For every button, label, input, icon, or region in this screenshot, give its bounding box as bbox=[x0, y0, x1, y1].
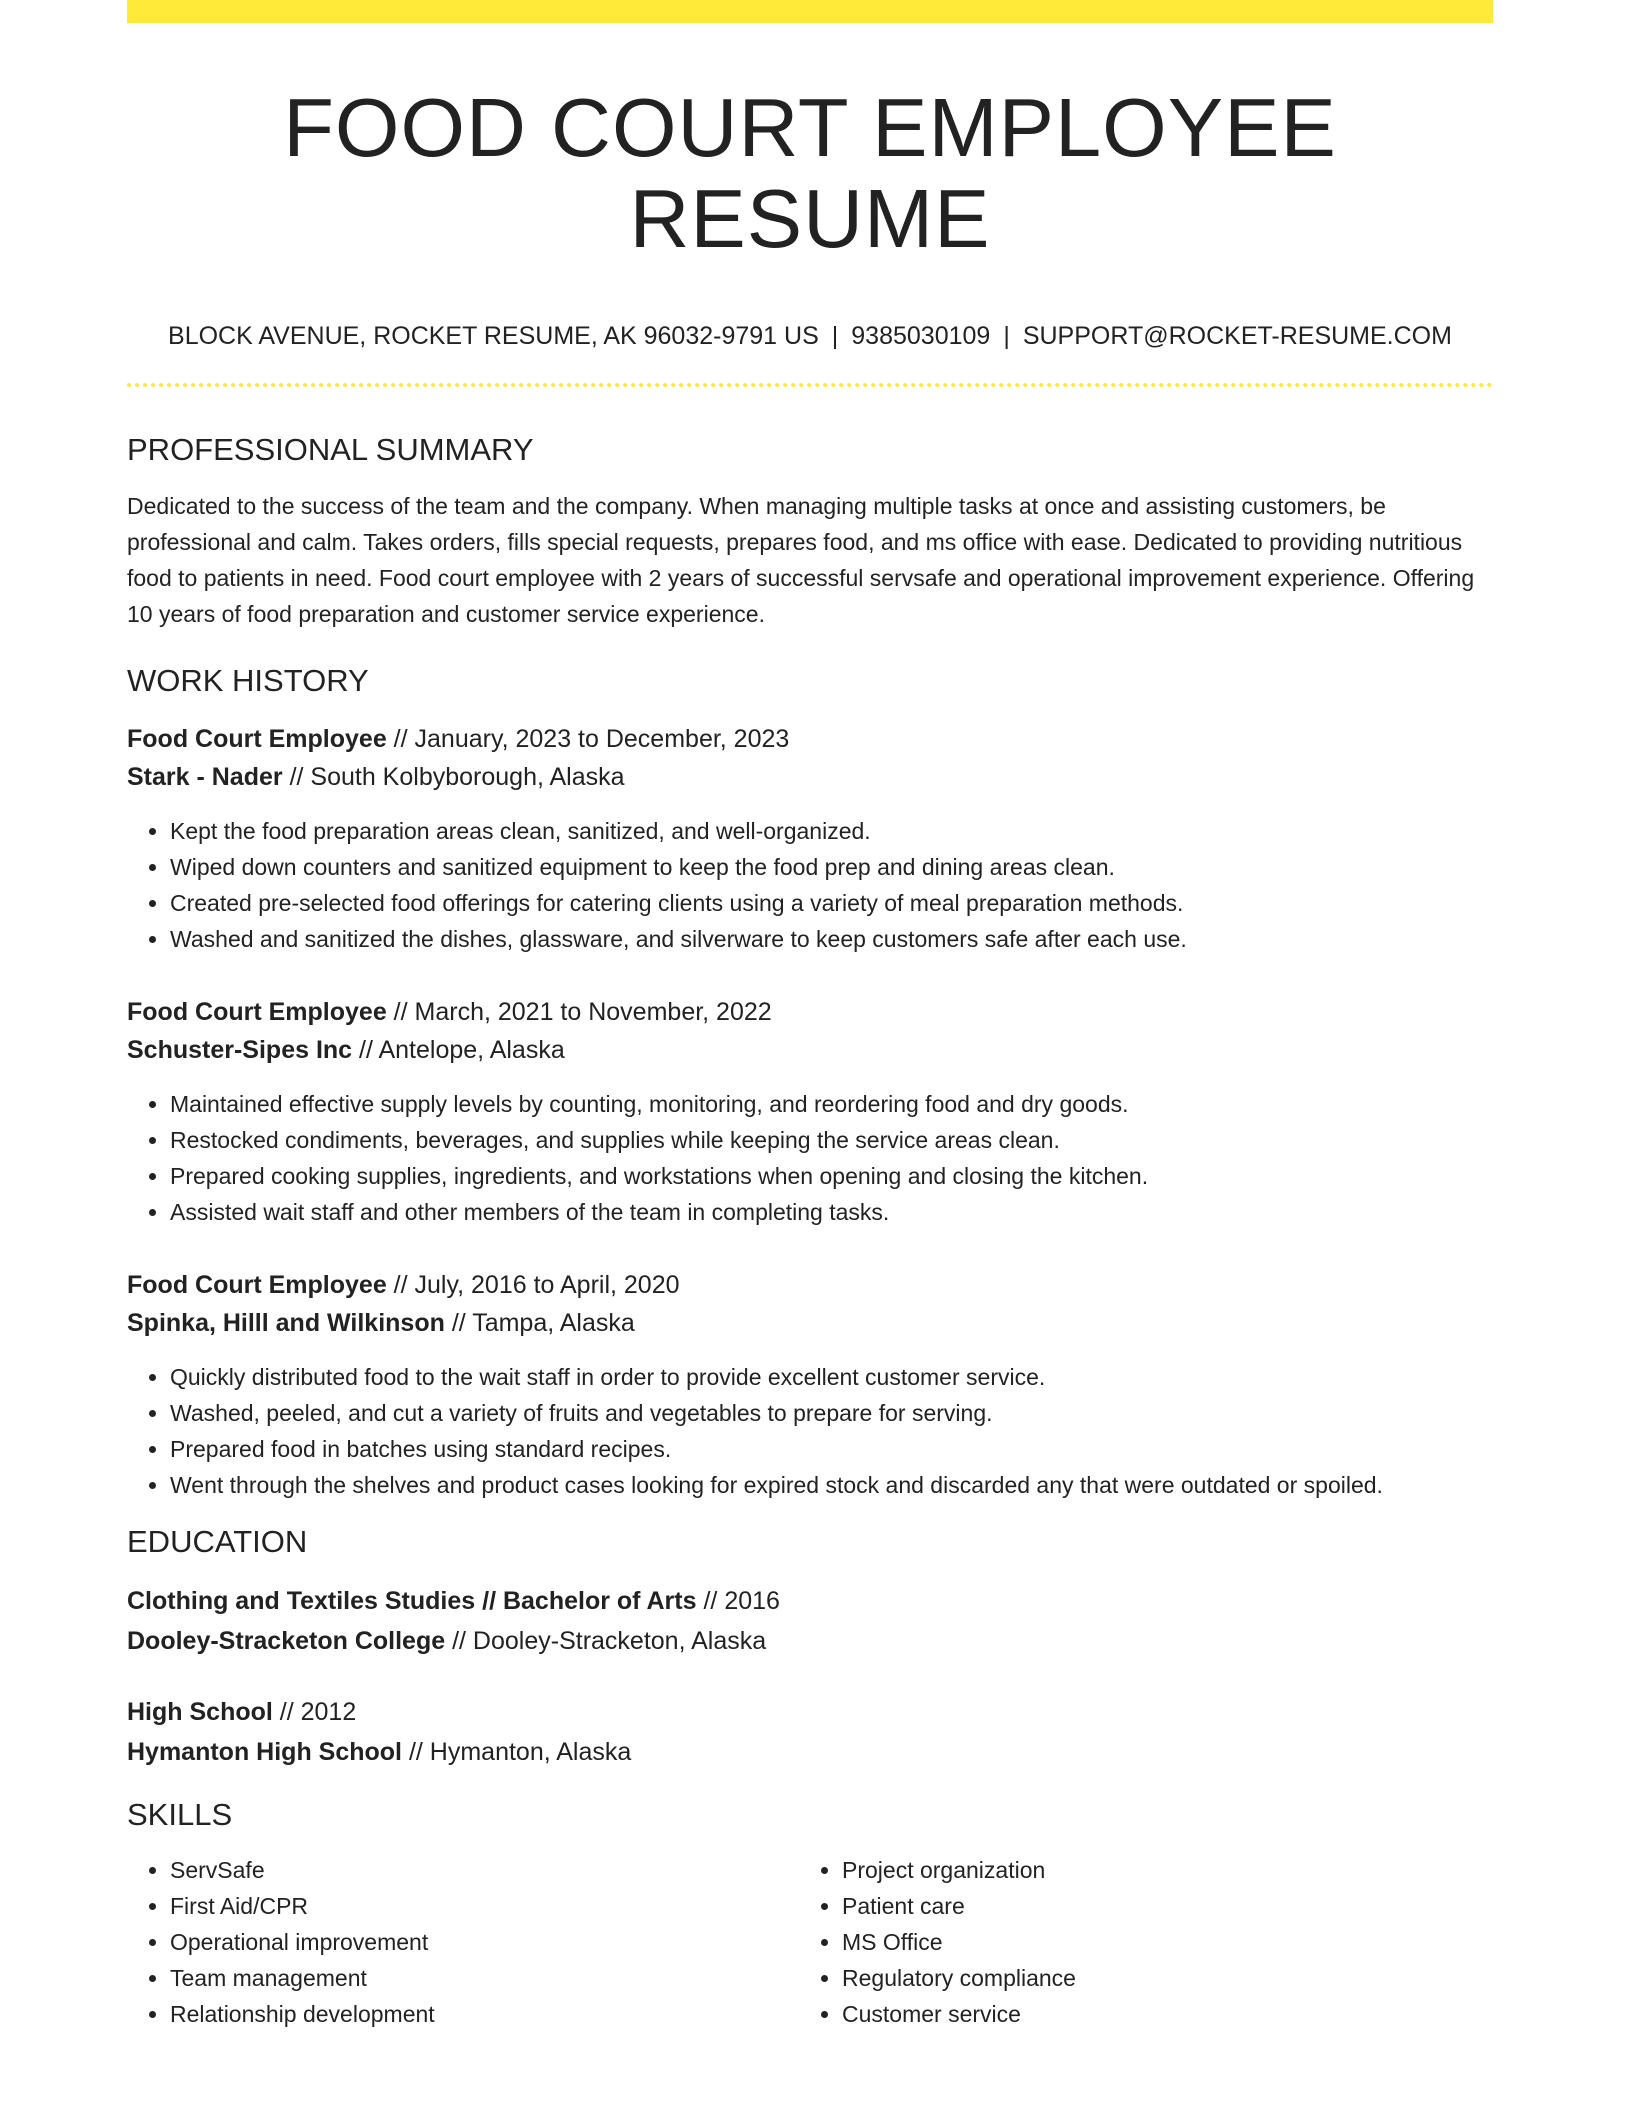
education-entry bbox=[127, 1581, 1493, 1661]
job-company-line bbox=[127, 758, 1493, 796]
education-location: // Hymanton, Alaska bbox=[402, 1737, 632, 1766]
job-role: Food Court Employee bbox=[127, 724, 387, 753]
job-dates: // March, 2021 to November, 2022 bbox=[386, 997, 772, 1026]
job-company: Stark - Nader bbox=[127, 762, 283, 791]
job-duties-list bbox=[127, 1086, 1493, 1230]
contact-separator: | bbox=[831, 321, 839, 350]
skill-item: • Customer service bbox=[842, 1996, 1471, 2032]
education-entry bbox=[127, 1692, 1493, 1772]
resume-title: FOOD COURT EMPLOYEE RESUME bbox=[283, 81, 1337, 266]
job-duties-list bbox=[127, 813, 1493, 957]
education-school-line bbox=[127, 1732, 1493, 1772]
contact-separator: | bbox=[1003, 321, 1010, 350]
job-location: // South Kolbyborough, Alaska bbox=[282, 762, 625, 791]
skill-item: • Relationship development bbox=[170, 1996, 799, 2032]
contact-line bbox=[127, 321, 1493, 351]
job-duty: • Created pre-selected food offerings for catering clients using a variety of meal preparation methods. bbox=[170, 885, 1493, 921]
education-location: // Dooley-Stracketon, Alaska bbox=[445, 1626, 767, 1655]
education-school-line bbox=[127, 1621, 1493, 1661]
job-role: Food Court Employee bbox=[127, 1270, 387, 1299]
job-location: // Antelope, Alaska bbox=[352, 1035, 565, 1064]
job-duty: • Prepared food in batches using standard recipes. bbox=[170, 1431, 1493, 1467]
job-duty: • Restocked condiments, beverages, and supplies while keeping the service areas clean. bbox=[170, 1122, 1493, 1158]
skill-item: • Operational improvement bbox=[170, 1924, 799, 1960]
job-location: // Tampa, Alaska bbox=[444, 1308, 635, 1337]
education-degree: Clothing and Textiles Studies // Bachelor of Arts bbox=[127, 1586, 697, 1615]
education-year: // 2012 bbox=[272, 1697, 357, 1726]
skill-item: • MS Office bbox=[842, 1924, 1471, 1960]
job-duty: • Assisted wait staff and other members of the team in completing tasks. bbox=[170, 1194, 1493, 1230]
job-duty: • Maintained effective supply levels by counting, monitoring, and reordering food and dry goods. bbox=[170, 1086, 1493, 1122]
job-company-line bbox=[127, 1304, 1493, 1342]
education-degree: High School bbox=[127, 1697, 273, 1726]
job-role-line bbox=[127, 1266, 1493, 1304]
job-duty: • Washed and sanitized the dishes, glassware, and silverware to keep customers safe after each use. bbox=[170, 921, 1493, 957]
education-year: // 2016 bbox=[696, 1586, 780, 1615]
skill-item: • Project organization bbox=[842, 1852, 1471, 1888]
skills-heading: SKILLS bbox=[127, 1796, 233, 1832]
job-duty: • Washed, peeled, and cut a variety of fruits and vegetables to prepare for serving. bbox=[170, 1395, 1493, 1431]
job-duty: • Quickly distributed food to the wait staff in order to provide excellent customer service. bbox=[170, 1359, 1493, 1395]
skill-item: • First Aid/CPR bbox=[170, 1888, 799, 1924]
skills-column-left bbox=[127, 1852, 799, 2032]
contact-address: BLOCK AVENUE, ROCKET RESUME, AK 96032-9791 US bbox=[168, 321, 819, 350]
job-entry bbox=[127, 720, 1493, 957]
contact-phone: 9385030109 bbox=[851, 321, 991, 350]
resume-content bbox=[127, 0, 1493, 2032]
job-company: Spinka, Hilll and Wilkinson bbox=[127, 1308, 445, 1337]
skill-item: • Regulatory compliance bbox=[842, 1960, 1471, 1996]
dotted-divider bbox=[127, 383, 1493, 387]
education-school: Hymanton High School bbox=[127, 1737, 402, 1766]
skills-grid bbox=[127, 1852, 1493, 2032]
skill-item: • ServSafe bbox=[170, 1852, 799, 1888]
job-role-line bbox=[127, 993, 1493, 1031]
job-role-line bbox=[127, 720, 1493, 758]
job-duty: • Wiped down counters and sanitized equipment to keep the food prep and dining areas clean. bbox=[170, 849, 1493, 885]
skills-column-right bbox=[799, 1852, 1471, 2032]
job-entry bbox=[127, 1266, 1493, 1503]
contact-email[interactable]: SUPPORT@ROCKET-RESUME.COM bbox=[1022, 321, 1452, 350]
job-role: Food Court Employee bbox=[127, 997, 387, 1026]
job-duty: • Prepared cooking supplies, ingredients, and workstations when opening and closing the kitchen. bbox=[170, 1158, 1493, 1194]
education-degree-line bbox=[127, 1692, 1493, 1732]
job-duty: • Kept the food preparation areas clean, sanitized, and well-organized. bbox=[170, 813, 1493, 849]
skills-list bbox=[799, 1852, 1471, 2032]
education-degree-line bbox=[127, 1581, 1493, 1621]
skills-list bbox=[127, 1852, 799, 2032]
job-dates: // January, 2023 to December, 2023 bbox=[386, 724, 790, 753]
job-duty: • Went through the shelves and product cases looking for expired stock and discarded any that were outdated or spoiled. bbox=[170, 1467, 1493, 1503]
work-history-heading: WORK HISTORY bbox=[127, 662, 369, 698]
job-entry bbox=[127, 993, 1493, 1230]
education-school: Dooley-Stracketon College bbox=[127, 1626, 446, 1655]
top-accent-bar bbox=[127, 0, 1493, 23]
summary-heading: PROFESSIONAL SUMMARY bbox=[127, 431, 534, 467]
job-dates: // July, 2016 to April, 2020 bbox=[386, 1270, 680, 1299]
education-heading: EDUCATION bbox=[127, 1523, 308, 1559]
summary-text: Dedicated to the success of the team and the company. When managing multiple tasks at once and assisting customers, be professional and calm. Takes orders, fills special requests, prepares food, and ms office with ease. Dedicated to providing nutritious food to patients in need. Food court employee with 2 years of successful servsafe and operational improvement experience. Offering 10 years of food preparation and customer service experience. bbox=[127, 492, 1475, 627]
job-duties-list bbox=[127, 1359, 1493, 1503]
skill-item: • Team management bbox=[170, 1960, 799, 1996]
skill-item: • Patient care bbox=[842, 1888, 1471, 1924]
job-company: Schuster-Sipes Inc bbox=[127, 1035, 353, 1064]
job-company-line bbox=[127, 1031, 1493, 1069]
